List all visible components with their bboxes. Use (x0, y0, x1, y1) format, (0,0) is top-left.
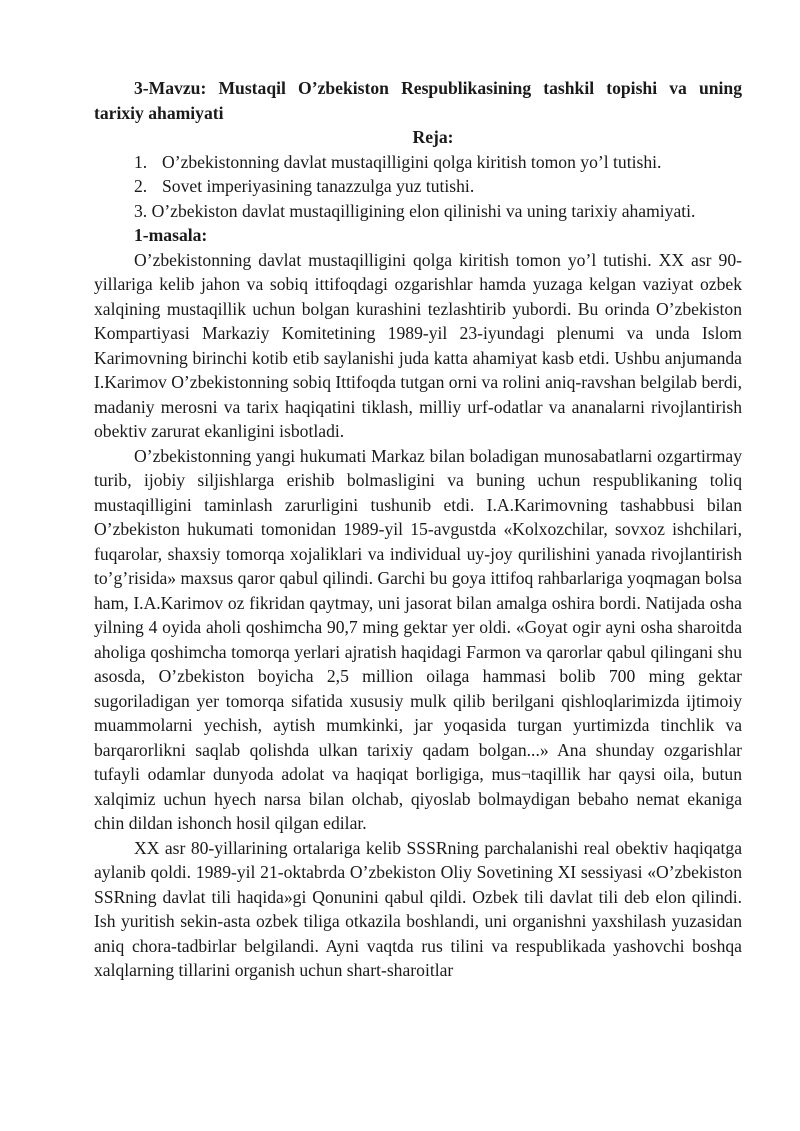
body-paragraph: XX asr 80-yillarining ortalariga kelib SSSRning parchalanishi real obektiv haqiqatga aylanib qoldi. 1989-yil 21-oktabrda O’zbekiston Oliy Sovetining XI sessiyasi «O’zbekiston SSRning davlat tili haqida»gi Qonunini qabul qildi. Ozbek tili davlat tili deb elon qilindi. Ish yuritish sekin-asta ozbek tiliga otkazila boshlandi, uni organishni yaxshilash yuzasidan aniq chora-tadbirlar belgilandi. Ayni vaqtda rus tilini va respublikada yashovchi boshqa xalqlarning tillarini organish uchun shart-sharoitlar (94, 837, 742, 980)
section-heading: 1-masala: (134, 225, 208, 245)
plan-item (94, 199, 742, 224)
body-paragraph: O’zbekistonning yangi hukumati Markaz bilan boladigan munosabatlarni ozgartirmay turib, ijobiy siljishlarga erishib bolmasligini va buning uchun respublikaning toliq mustaqilligini taminlash zarurligini tushunib etdi. I.A.Karimovning tashabbusi bilan O’zbekiston hukumati tomonidan 1989-yil 15-avgustda «Kolxozchilar, sovxoz ishchilari, fuqarolar, shaxsiy tomorqa xojaliklari va individual uy-joy qurilishini yanada rivojlantirish to’g’risida» maxsus qaror qabul qilindi. Garchi bu goya ittifoq rahbarlariga yoqmagan bolsa ham, I.A.Karimov oz fikridan qaytmay, uni jasorat bilan amalga oshira bordi. Natijada osha yilning 4 oyida aholi qoshimcha 90,7 ming gektar yer oldi. «Goyat ogir ayni osha sharoitda aholiga qoshimcha tomorqa yerlari ajratish haqidagi Farmon va qarorlar qabul qilingani shu asosda, O’zbekiston boyicha 2,5 million oilaga hammasi bolib 700 ming gektar sugoriladigan yer tomorqa sifatida xususiy mulk qilib berilgani qishloqlarimizda ijtimoiy muammolarni yechish, aytish mumkinki, jar yoqasida turgan yurtimizda tinchlik va barqarorlikni saqlab qolishda ulkan tarixiy qadam bolgan...» Ana shunday ozgarishlar tufayli odamlar dunyoda adolat va haqiqat borligiga, mus¬taqillik har qaysi oila, butun xalqimiz uchun hyech narsa bilan olchab, qiyoslab bolmaydigan bebaho nemat ekaniga chin dildan ishonch hosil qilgan edilar. (94, 445, 742, 833)
document-title: 3-Mavzu: Mustaqil O’zbekiston Respublikasining tashkil topishi va uning tarixiy ahamiyati (94, 78, 742, 123)
plan-item (94, 174, 742, 199)
plan-item-number: 3. (134, 200, 148, 221)
plan-item-number: 2. (134, 176, 148, 196)
body-paragraph: O’zbekistonning davlat mustaqilligini qolga kiritish tomon yo’l tutishi. XX asr 90-yillariga kelib jahon va sobiq ittifoqdagi ozgarishlar hamda yuzaga kelgan vaziyat ozbek xalqining mustaqillik uchun bolgan kurashini tezlashtirib yubordi. Bu orinda O’zbekiston Kompartiyasi Markaziy Komitetining 1989-yil 23-iyundagi plenumi va unda Islom Karimovning birinchi kotib etib saylanishi juda katta ahamiyat kasb etdi. Ushbu anjumanda I.Karimov O’zbekistonning sobiq Ittifoqda tutgan orni va rolini aniq-ravshan belgilab berdi, madaniy merosni va tarix haqiqatini tiklash, milliy urf-odatlar va ananalarni rivojlantirish obektiv zarurat ekanligini isbotladi. (94, 249, 742, 441)
plan-item-text: O’zbekiston davlat mustaqilligining elon qilinishi va uning tarixiy ahamiyati. (151, 200, 696, 221)
plan-heading: Reja: (412, 127, 454, 147)
plan-item-text: Sovet imperiyasining tanazzulga yuz tutishi. (162, 176, 475, 196)
plan-item (94, 150, 742, 175)
document-page (94, 72, 742, 983)
plan-item-text: O’zbekistonning davlat mustaqilligini qolga kiritish tomon yo’l tutishi. (162, 151, 662, 172)
plan-item-number: 1. (134, 151, 148, 172)
